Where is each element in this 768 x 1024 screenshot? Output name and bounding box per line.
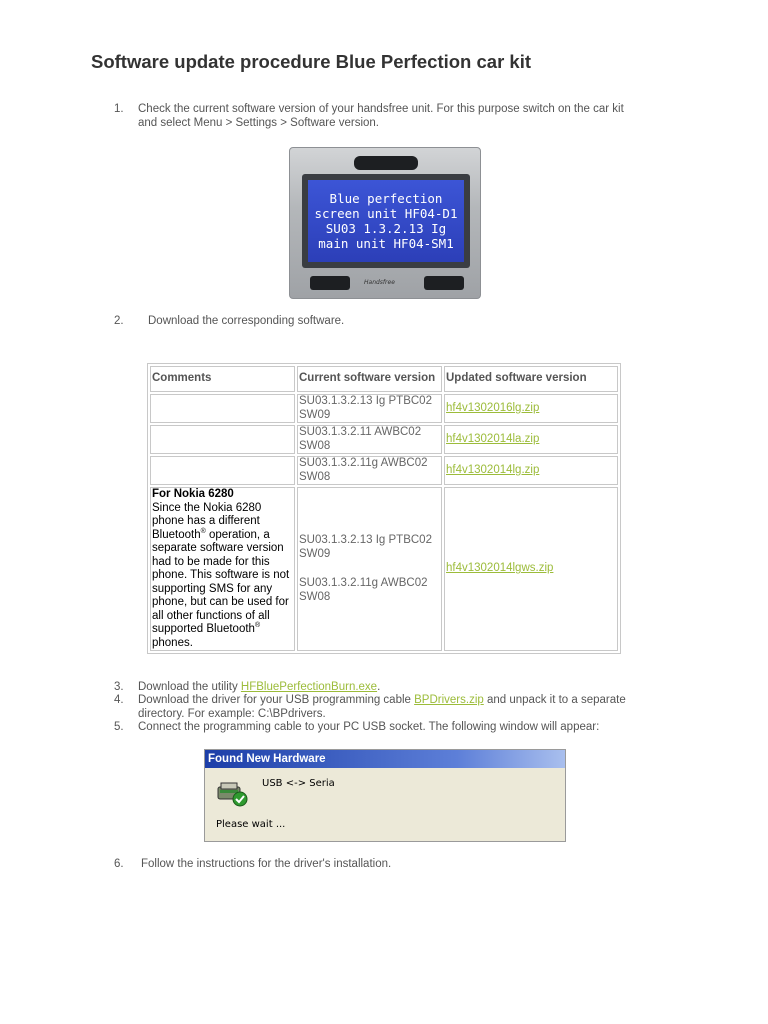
step-5-number: 5. — [114, 721, 124, 733]
nokia-updated — [444, 487, 618, 651]
row-2-updated — [444, 425, 618, 454]
nokia-text-c: phones. — [152, 636, 193, 649]
table-row — [150, 425, 618, 454]
step-4-pre: Download the driver for your USB programming cable — [138, 694, 415, 706]
device-brand-logo: Handsfree — [364, 279, 395, 286]
page-title: Software update procedure Blue Perfection car kit — [91, 51, 531, 72]
table-row — [150, 394, 618, 423]
step-3-pre: Download the utility — [138, 681, 241, 693]
download-link-hf4v1302016lg[interactable]: hf4v1302016lg.zip — [446, 401, 540, 414]
detected-device-name: USB <-> Seria — [262, 778, 335, 789]
step-6-text: Follow the instructions for the driver's installation. — [141, 858, 392, 870]
bpdrivers-link[interactable]: BPDrivers.zip — [414, 694, 484, 706]
software-version-table — [147, 363, 621, 654]
nokia-current — [297, 487, 442, 651]
row-1-comment — [150, 394, 295, 423]
header-updated-version: Updated software version — [444, 366, 618, 392]
step-4-number: 4. — [114, 694, 124, 706]
device-screen — [308, 180, 464, 262]
row-1-current: SU03.1.3.2.13 Ig PTBC02 SW09 — [297, 394, 442, 423]
download-link-hf4v1302014la[interactable]: hf4v1302014la.zip — [446, 432, 540, 445]
dialog-title-bar: Found New Hardware — [205, 750, 565, 768]
car-kit-display-image — [289, 147, 481, 299]
step-3-number: 3. — [114, 681, 124, 693]
registered-mark-2: ® — [254, 622, 261, 630]
step-3-post: . — [377, 681, 381, 693]
screen-line-1: Blue perfection — [329, 191, 443, 206]
nokia-text-a: Since the Nokia 6280 phone has a different Bluetooth — [152, 501, 262, 541]
step-1-line-2: and select Menu > Settings > Software version. — [138, 116, 379, 129]
step-1-number: 1. — [114, 103, 124, 115]
step-4-line-2: directory. For example: C:\BPdrivers. — [138, 707, 326, 720]
step-1-line-1: Check the current software version of your handsfree unit. For this purpose switch on the car kit — [138, 103, 624, 115]
row-1-updated — [444, 394, 618, 423]
download-link-hf4v1302014lgws[interactable]: hf4v1302014lgws.zip — [446, 562, 554, 575]
step-1-text — [138, 103, 698, 130]
step-5-text: Connect the programming cable to your PC USB socket. The following window will appear: — [138, 721, 600, 733]
nokia-comment — [150, 487, 295, 651]
nokia-text-b: operation, a separate software version had to be made for this phone. This software is not supporting SMS for any phone, but can be used for all other functions of all supported Bluetooth — [152, 528, 290, 635]
step-2-text: Download the corresponding software. — [148, 315, 345, 327]
table-row-nokia — [150, 487, 618, 651]
registered-mark-1: ® — [200, 527, 206, 535]
row-2-comment — [150, 425, 295, 454]
row-2-current: SU03.1.3.2.11 AWBC02 SW08 — [297, 425, 442, 454]
step-6-number: 6. — [114, 858, 124, 870]
row-3-updated — [444, 456, 618, 485]
device-right-button — [424, 276, 464, 290]
header-comments: Comments — [150, 366, 295, 392]
screen-line-3: SU03 1.3.2.13 Ig — [325, 221, 447, 236]
nokia-current-1: SU03.1.3.2.13 Ig PTBC02 SW09 — [299, 534, 432, 560]
nokia-heading: For Nokia 6280 — [152, 488, 234, 500]
device-top-slot — [354, 156, 418, 170]
step-4-text — [138, 694, 698, 721]
table-row — [150, 456, 618, 485]
step-2-number: 2. — [114, 315, 124, 327]
screen-line-2: screen unit HF04-D1 — [314, 206, 458, 221]
header-current-version: Current software version — [297, 366, 442, 392]
step-4-post: and unpack it to a separate — [483, 694, 626, 706]
screen-line-4: main unit HF04-SM1 — [318, 236, 454, 251]
row-3-comment — [150, 456, 295, 485]
row-3-current: SU03.1.3.2.11g AWBC02 SW08 — [297, 456, 442, 485]
nokia-current-2: SU03.1.3.2.11g AWBC02 SW08 — [299, 577, 428, 603]
download-link-hf4v1302014lg[interactable]: hf4v1302014lg.zip — [446, 463, 540, 476]
table-header-row — [150, 366, 618, 392]
step-3-text — [138, 681, 380, 695]
device-left-button — [310, 276, 350, 290]
found-new-hardware-dialog — [204, 749, 566, 842]
hardware-install-icon — [215, 778, 249, 808]
hfblueperfectionburn-link[interactable]: HFBluePerfectionBurn.exe — [240, 681, 378, 693]
dialog-status-text: Please wait ... — [216, 819, 286, 830]
